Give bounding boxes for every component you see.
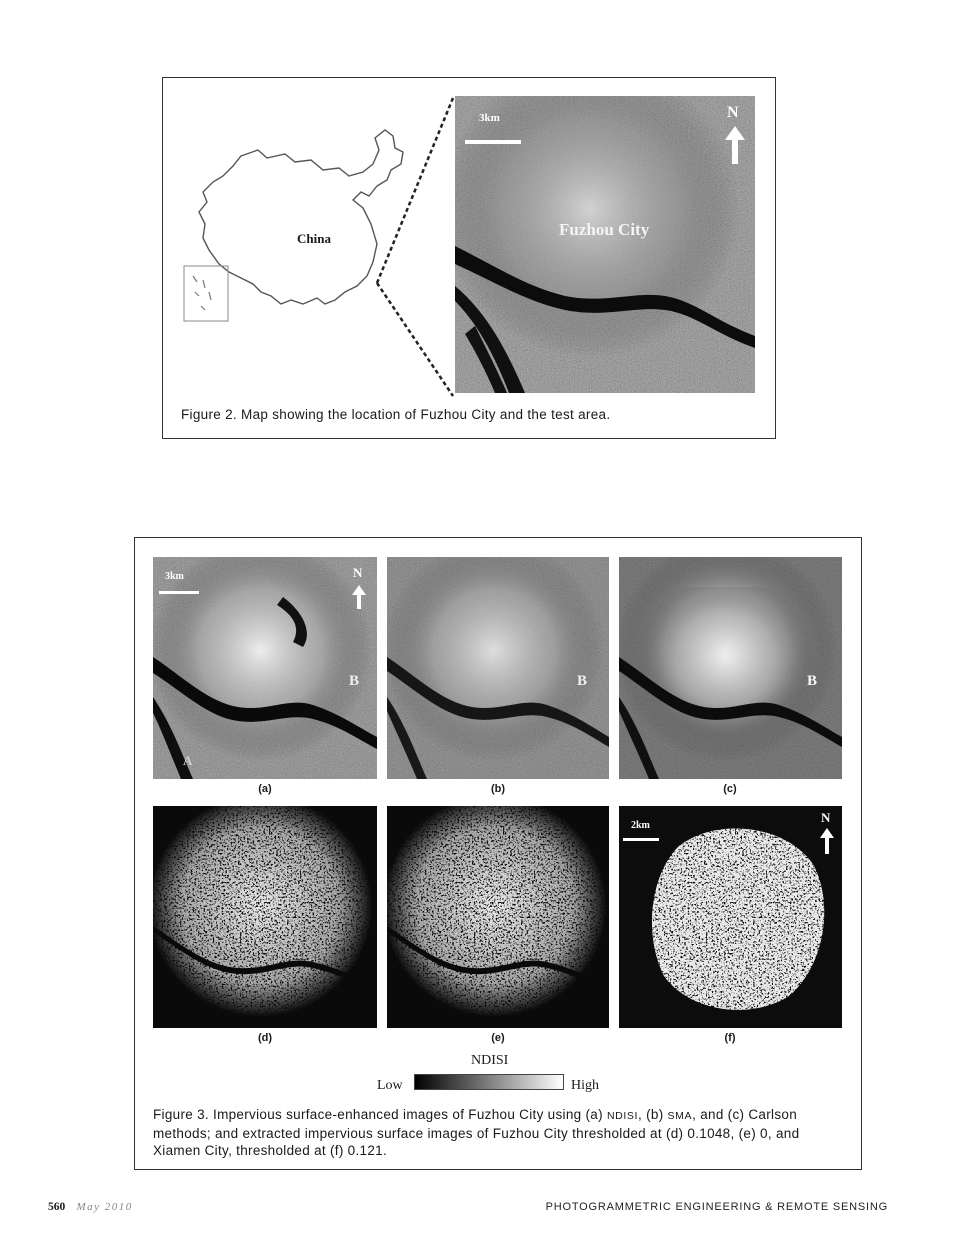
panel-a-scale-label: 3km — [165, 571, 184, 582]
fuzhou-satellite-inset — [455, 96, 755, 393]
figure-3-caption — [153, 1106, 843, 1159]
panel-c-label: (c) — [723, 783, 737, 795]
panel-a-label: (a) — [258, 783, 272, 795]
north-label: N — [727, 104, 739, 121]
panel-a-ndisi-image — [153, 557, 377, 779]
panel-e-label: (e) — [491, 1032, 505, 1044]
figure-2 — [162, 77, 776, 439]
china-label: China — [297, 231, 331, 246]
figure-3 — [134, 537, 862, 1170]
figure-2-caption: Figure 2. Map showing the location of Fuzhou City and the test area. — [181, 407, 611, 422]
panel-f-label: (f) — [724, 1032, 736, 1044]
caption-text: , and (c) Carlson methods; and extracted impervious surface images of Fuzhou City thresholded at (d) 0.1048, (e) 0, and Xiamen City, thresholded at (f) 0.121. — [153, 1107, 800, 1158]
panel-d-label: (d) — [257, 1032, 273, 1044]
panel-a-marker-b: B — [349, 673, 360, 689]
page-number: 560 — [48, 1201, 66, 1213]
north-arrow-icon — [820, 828, 834, 854]
caption-text: , (b) — [637, 1107, 668, 1122]
north-arrow-icon — [352, 585, 366, 609]
fuzhou-city-label: Fuzhou City — [559, 220, 650, 239]
north-arrow-icon — [725, 126, 745, 166]
journal-name: PHOTOGRAMMETRIC ENGINEERING & REMOTE SENSING — [545, 1201, 888, 1213]
caption-ndisi: NDISI — [606, 1110, 638, 1122]
footer-left — [48, 1201, 133, 1213]
panel-c-marker-b: B — [807, 673, 818, 689]
panel-e-threshold-image — [387, 806, 609, 1028]
panel-f-north-label: N — [821, 810, 831, 825]
panel-b-sma-image — [387, 557, 609, 779]
colorbar-low-label: Low — [377, 1078, 403, 1093]
colorbar-high-label: High — [571, 1078, 599, 1093]
panel-b-marker-b: B — [577, 673, 588, 689]
panel-b-label: (b) — [490, 783, 506, 795]
colorbar-title: NDISI — [471, 1053, 509, 1068]
caption-sma: SMA — [667, 1110, 693, 1122]
colorbar-gradient — [414, 1074, 564, 1090]
issue-date: May 2010 — [76, 1201, 133, 1213]
scale-bar-label: 3km — [479, 112, 500, 124]
panel-f-scale-label: 2km — [631, 820, 650, 831]
panel-a-north-label: N — [353, 565, 363, 580]
panel-f-xiamen-image — [619, 806, 842, 1028]
panel-c-carlson-image — [619, 557, 842, 779]
panel-a-marker-a: A — [183, 753, 193, 768]
panel-d-threshold-image — [153, 806, 377, 1028]
caption-text: Figure 3. Impervious surface-enhanced images of Fuzhou City using (a) — [153, 1107, 607, 1122]
